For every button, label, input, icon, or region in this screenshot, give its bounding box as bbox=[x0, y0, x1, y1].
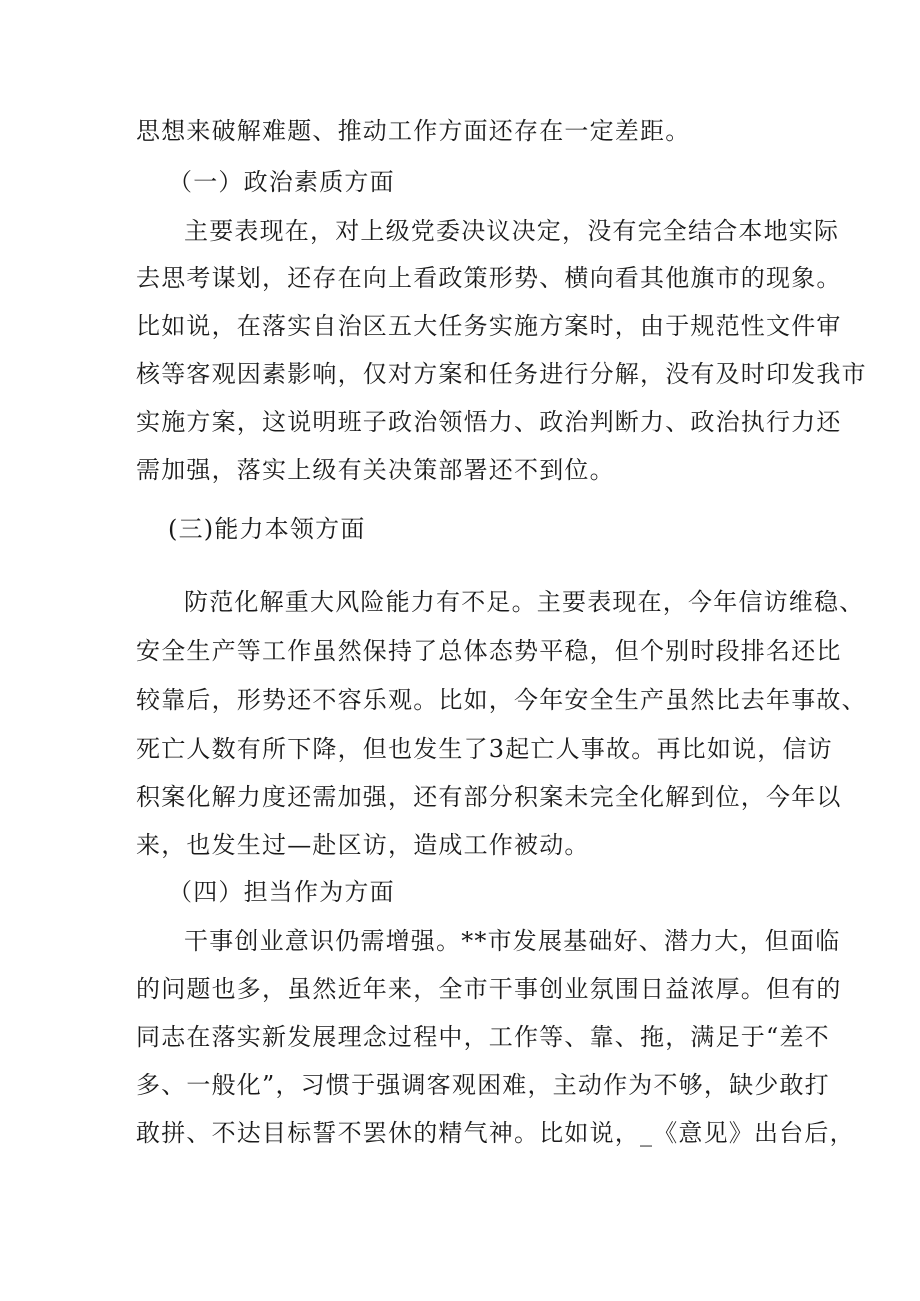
paragraph-line: 同志在落实新发展理念过程中，工作等、靠、拖，满足于“差不 bbox=[136, 1023, 830, 1051]
paragraph-line: 敢拼、不达目标誓不罢休的精气神。比如说，_《意见》出台后， bbox=[136, 1119, 855, 1147]
paragraph-line: 需加强，落实上级有关决策部署还不到位。 bbox=[136, 456, 615, 484]
paragraph-line: 较靠后，形势还不容乐观。比如，今年安全生产虽然比去年事故、 bbox=[136, 686, 867, 714]
paragraph-line: 积案化解力度还需加强，还有部分积案未完全化解到位，今年以 bbox=[136, 783, 842, 811]
paragraph-line: 核等客观因素影响，仅对方案和任务进行分解，没有及时印发我市 bbox=[136, 360, 867, 388]
paragraph-line: 死亡人数有所下降，但也发生了3起亡人事故。再比如说，信访 bbox=[136, 735, 833, 763]
paragraph-line: 比如说，在落实自治区五大任务实施方案时，由于规范性文件审 bbox=[136, 312, 842, 340]
paragraph-line: 来，也发生过—赴区访，造成工作被动。 bbox=[136, 831, 590, 859]
section-heading-ability: (三)能力本领方面 bbox=[168, 515, 366, 543]
paragraph-line: 干事创业意识仍需增强。**市发展基础好、潜力大，但面临 bbox=[184, 927, 841, 955]
paragraph-line: 安全生产等工作虽然保持了总体态势平稳，但个别时段排名还比 bbox=[136, 637, 842, 665]
paragraph-line: 防范化解重大风险能力有不足。主要表现在，今年信访维稳、 bbox=[184, 588, 865, 616]
paragraph-line: 主要表现在，对上级党委决议决定，没有完全结合本地实际 bbox=[184, 217, 840, 245]
paragraph-line: 多、一般化”，习惯于强调客观困难，主动作为不够，缺少敢打 bbox=[136, 1071, 830, 1099]
paragraph-line: 去思考谋划，还存在向上看政策形势、横向看其他旗市的现象。 bbox=[136, 264, 842, 292]
section-heading-political-quality: （一）政治素质方面 bbox=[168, 168, 395, 196]
paragraph-continuation-line: 思想来破解难题、推动工作方面还存在一定差距。 bbox=[136, 117, 691, 145]
paragraph-line: 的问题也多，虽然近年来，全市干事创业氛围日益浓厚。但有的 bbox=[136, 975, 842, 1003]
paragraph-line: 实施方案，这说明班子政治领悟力、政治判断力、政治执行力还 bbox=[136, 408, 842, 436]
section-heading-responsibility: （四）担当作为方面 bbox=[168, 878, 395, 906]
